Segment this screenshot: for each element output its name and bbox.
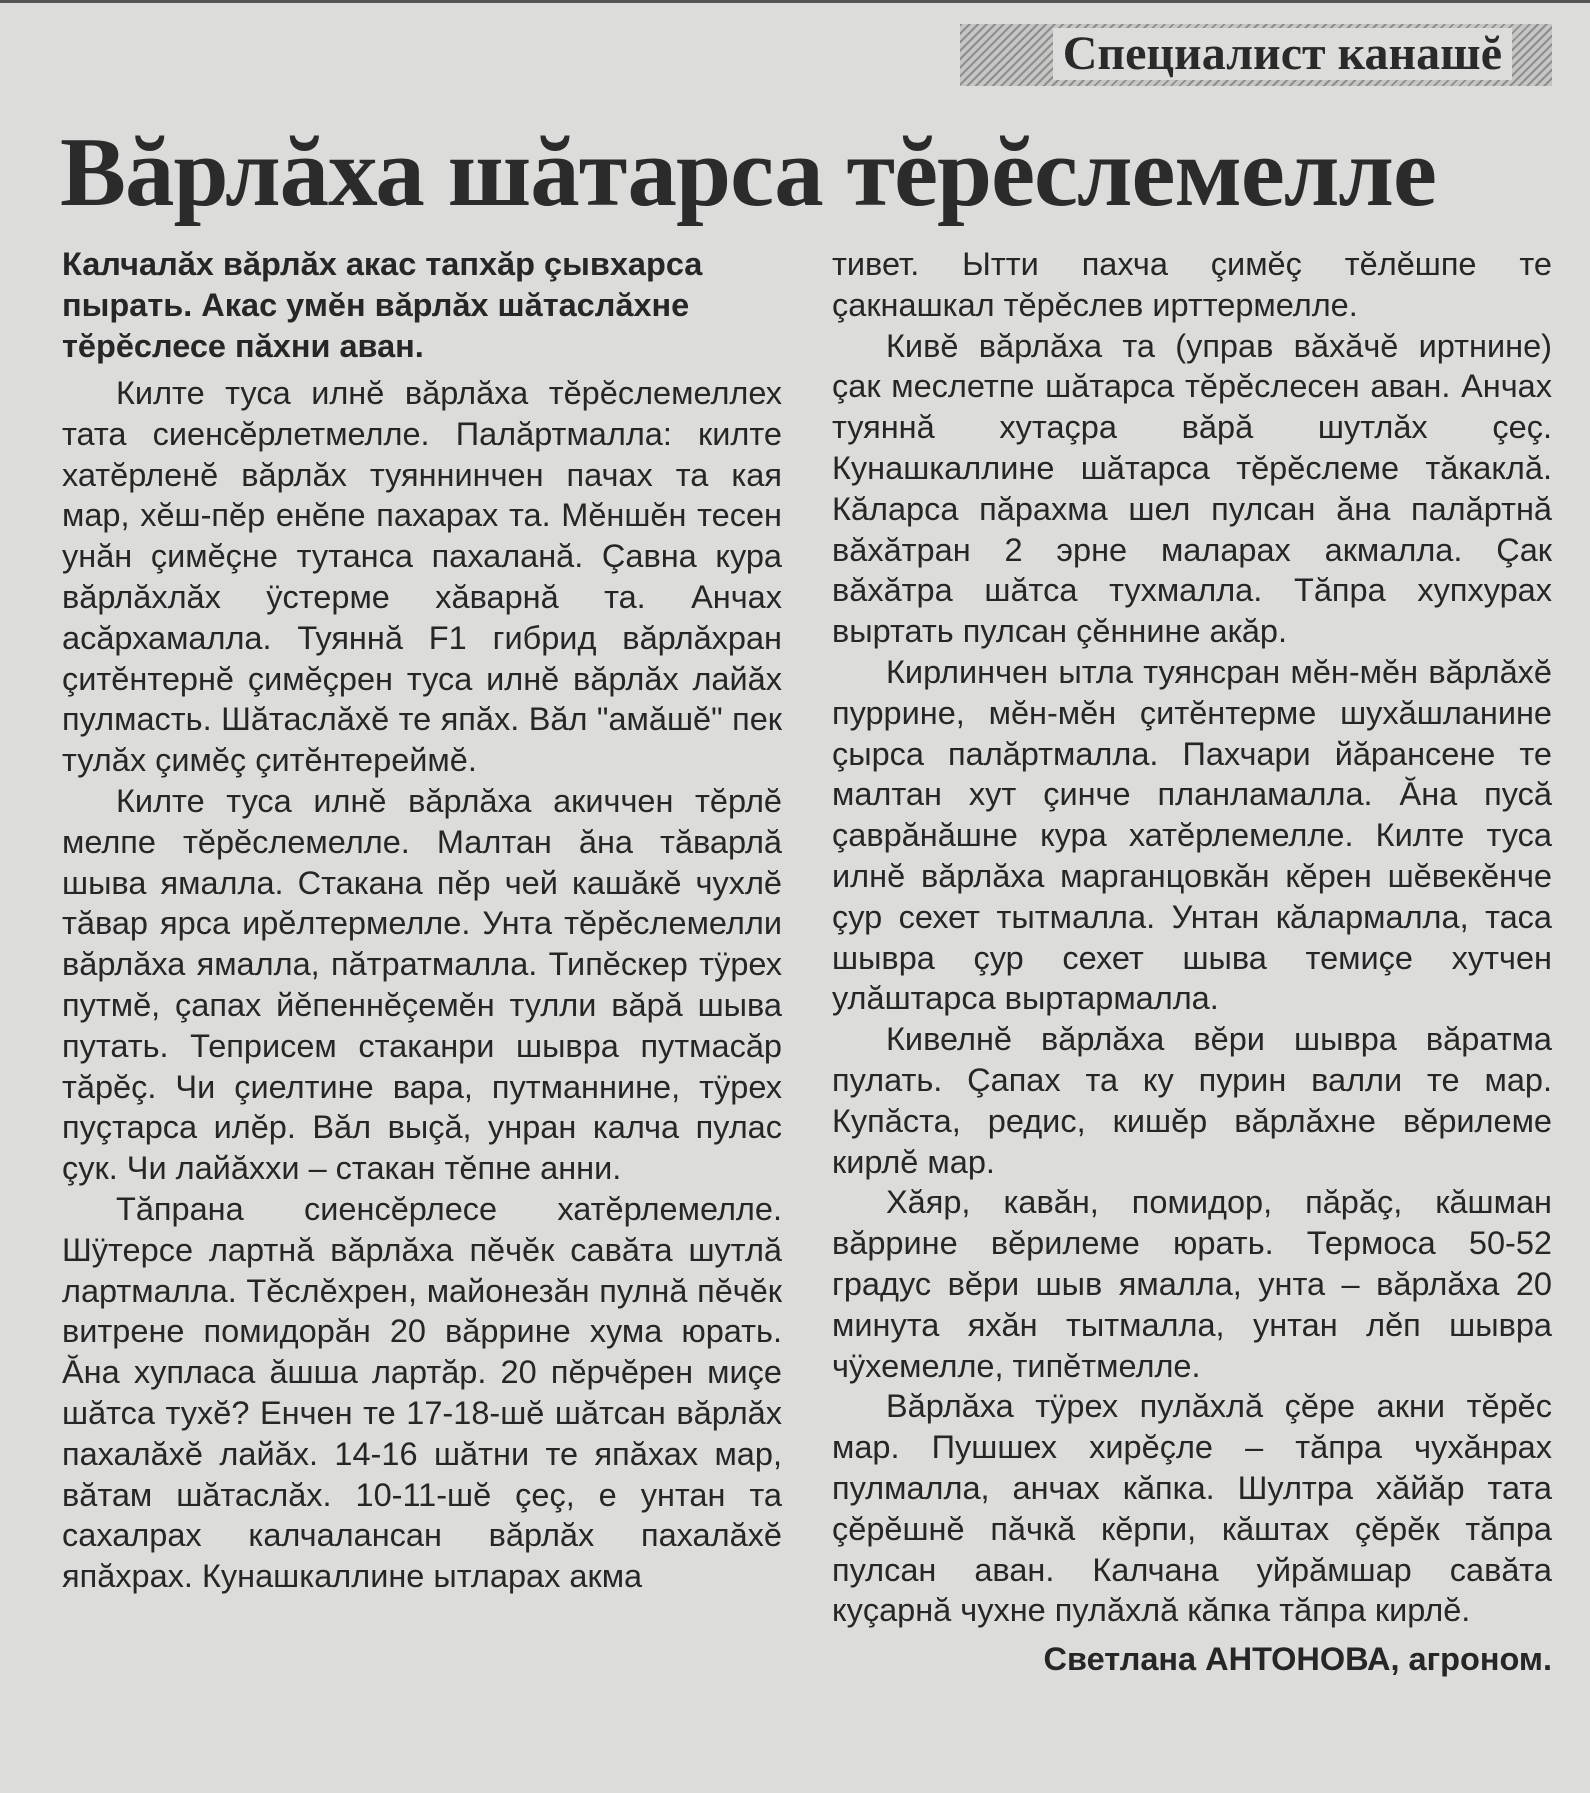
article-paragraph: Хăяр, кавăн, помидор, пăрăç, кăшман вăррине вĕрилеме юрать. Термоса 50-52 градус вĕри шыв ямалла, унта – вăрлăха 20 минута яхăн тытмалла, унтан лĕп шывра чÿхемелле, типĕтмелле. <box>832 1184 1552 1384</box>
article-lead: Калчалăх вăрлăх акас тапхăр çывхарса пырать. Акас умĕн вăрлăх шăтаслăхне тĕрĕслесе пăхни аван. <box>62 246 703 364</box>
rubric-banner <box>960 24 1552 86</box>
column-left <box>62 244 782 1597</box>
article-paragraph: Вăрлăха тÿрех пулăхлă çĕре акни тĕрĕс мар. Пушшех хирĕçле – тăпра чухăнрах пулмалла, анчах кăпка. Шултра хăйăр тата çĕрĕшнĕ пăчкă кĕрпи, кăштах çĕрĕк тăпра пулсан аван. Калчана уйрăмшар савăта куçарнă чухне пулăхлă кăпка тăпра кирлĕ. <box>832 1388 1552 1629</box>
article-paragraph: Кивелнĕ вăрлăха вĕри шывра вăратма пулать. Çапах та ку пурин валли те мар. Купăста, редис, кишĕр вăрлăхне вĕрилеме кирлĕ мар. <box>832 1021 1552 1180</box>
column-right <box>832 244 1552 1680</box>
article-paragraph: Кивĕ вăрлăха та (управ вăхăчĕ иртнине) çак меслетпе шăтарса тĕрĕслесен аван. Анчах туяннă хутаçра вăрă шутлăх çеç. Кунашкаллине шăтарса тĕрĕслеме тăкаклă. Кăларса пăрахма шел пулсан ăна палăртнă вăхăтран 2 эрне маларах акмалла. Çак вăхăтра шăтса тухмалла. Тăпра хупхурах выртать пулсан çĕннине акăр. <box>832 327 1552 650</box>
article-paragraph: Тăпрана сиенсĕрлесе хатĕрлемелле. Шÿтерсе лартнă вăрлăха пĕчĕк савăта шутлă лартмалла. Тĕслĕхрен, майонезăн пулнă пĕчĕк витрене помидорăн 20 вăррине хума юрать. Ăна хупласа ăшша лартăр. 20 пĕрчĕрен миçе шăтса тухĕ? Енчен те 17-18-шĕ шăтсан вăрлăх пахалăхĕ лайăх. 14-16 шăтни те япăхах мар, вăтам шăтаслăх. 10-11-шĕ çеç, е унтан та сахалрах калчалансан вăрлăх пахалăхĕ япăхрах. Кунашкаллине ытларах акма <box>62 1190 782 1595</box>
article-paragraph: Кирлинчен ытла туянсран мĕн-мĕн вăрлăхĕ пуррине, мĕн-мĕн çитĕнтерме шухăшланине çырса палăртмалла. Пахчари йăрансене те малтан хут çинче планламалла. Ăна пусă çаврăнăшне кура хатĕрлемелле. Килте туса илнĕ вăрлăха марганцовкăн кĕрен шĕвекĕнче çур сехет тытмалла. Унтан кăлармалла, таса шывра çур сехет шыва темиçе хутчен улăштарса выртармалла. <box>832 653 1552 1017</box>
article-headline: Вăрлăха шăтарса тĕрĕслемелле <box>60 118 1436 227</box>
article-paragraph-continued: тивет. Ытти пахча çимĕç тĕлĕшпе те çакнашкал тĕрĕслев ирттермелле. <box>832 246 1552 323</box>
article-paragraph: Килте туса илнĕ вăрлăха тĕрĕслемеллех тата сиенсĕрлетмелле. Палăртмалла: килте хатĕрленĕ вăрлăх туяннинчен пачах та кая мар, хĕш-пĕр енĕпе пахарах та. Мĕншĕн тесен унăн çимĕçне тутанса пахаланă. Çавна кура вăрлăхлăх ÿстерме хăварнă та. Анчах асăрхамалла. Туяннă F1 гибрид вăрлăхран çитĕнтернĕ çимĕçрен туса илнĕ вăрлăх лайăх пулмасть. Шăтаслăхĕ те япăх. Вăл "амăшĕ" пек тулăх çимĕç çитĕнтереймĕ. <box>62 375 782 779</box>
rubric-label: Специалист канашĕ <box>1053 28 1512 80</box>
top-rule <box>0 0 1590 3</box>
article-paragraph: Килте туса илнĕ вăрлăха акиччен тĕрлĕ мелпе тĕрĕслемелле. Малтан ăна тăварлă шыва ямалла. Стакана пĕр чей кашăкĕ чухлĕ тăвар ярса ирĕлтермелле. Унта тĕрĕслемелли вăрлăха ямалла, пăтратмалла. Типĕскер тÿрех путмĕ, çапах йĕпеннĕçемĕн тулли вăрă шыва путать. Теприсем стаканри шывра путмасăр тăрĕç. Чи çиелтине вара, путманнине, тÿрех пуçтарса илĕр. Вăл выçă, унран калча пулас çук. Чи лайăххи – стакан тĕпне анни. <box>62 782 782 1187</box>
author-byline: Светлана АНТОНОВА, агроном. <box>1043 1641 1552 1678</box>
